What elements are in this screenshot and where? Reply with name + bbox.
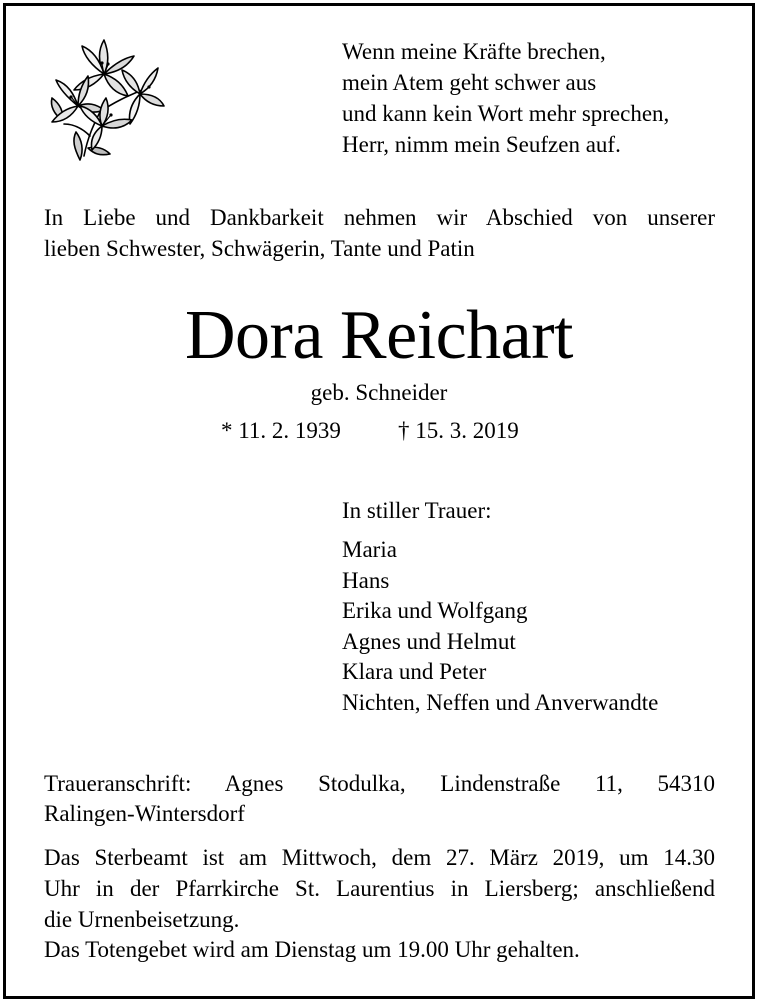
death-date: † 15. 3. 2019 <box>398 418 519 443</box>
mourner-name: Nichten, Neffen und Anverwandte <box>342 689 659 715</box>
prayer-info: Das Totengebet wird am Dienstag um 19.00 Uhr gehalten. <box>44 937 580 962</box>
intro-line: In Liebe und Dankbarkeit nehmen wir Abschied von unserer <box>44 205 715 230</box>
birth-date: * 11. 2. 1939 <box>221 418 341 443</box>
mourner-name: Klara und Peter <box>342 659 487 684</box>
service-line: die Urnenbeisetzung. <box>44 907 240 932</box>
mourner-name: Hans <box>342 567 390 593</box>
mourner-name: Maria <box>342 537 397 562</box>
address-line: Ralingen-Wintersdorf <box>44 801 245 826</box>
mourner-name: Agnes und Helmut <box>342 628 516 654</box>
poem-line: Wenn meine Kräfte brechen, <box>342 39 606 64</box>
address-line: Traueranschrift: Agnes Stodulka, Lindenstraße 11, 54310 <box>44 771 715 796</box>
lily-flower-icon <box>44 36 166 164</box>
service-line: Das Sterbeamt ist am Mittwoch, dem 27. März 2019, um 14.30 <box>44 845 715 870</box>
intro-line: lieben Schwester, Schwägerin, Tante und Patin <box>44 236 475 261</box>
service-info <box>44 842 715 935</box>
mourners-list <box>342 535 658 718</box>
mourning-address <box>44 769 715 829</box>
service-line: Uhr in der Pfarrkirche St. Laurentius in Liersberg; anschließend <box>44 876 715 901</box>
poem-line: mein Atem geht schwer aus <box>342 70 597 95</box>
poem-line: Herr, nimm mein Seufzen auf. <box>342 132 621 157</box>
mourner-name: Erika und Wolfgang <box>342 598 528 623</box>
mourners-heading: In stiller Trauer: <box>342 498 492 523</box>
poem <box>342 36 669 160</box>
intro-text <box>44 202 715 264</box>
deceased-name: Dora Reichart <box>184 297 574 374</box>
poem-line: und kann kein Wort mehr sprechen, <box>342 101 670 126</box>
maiden-name: geb. Schneider <box>310 380 448 405</box>
